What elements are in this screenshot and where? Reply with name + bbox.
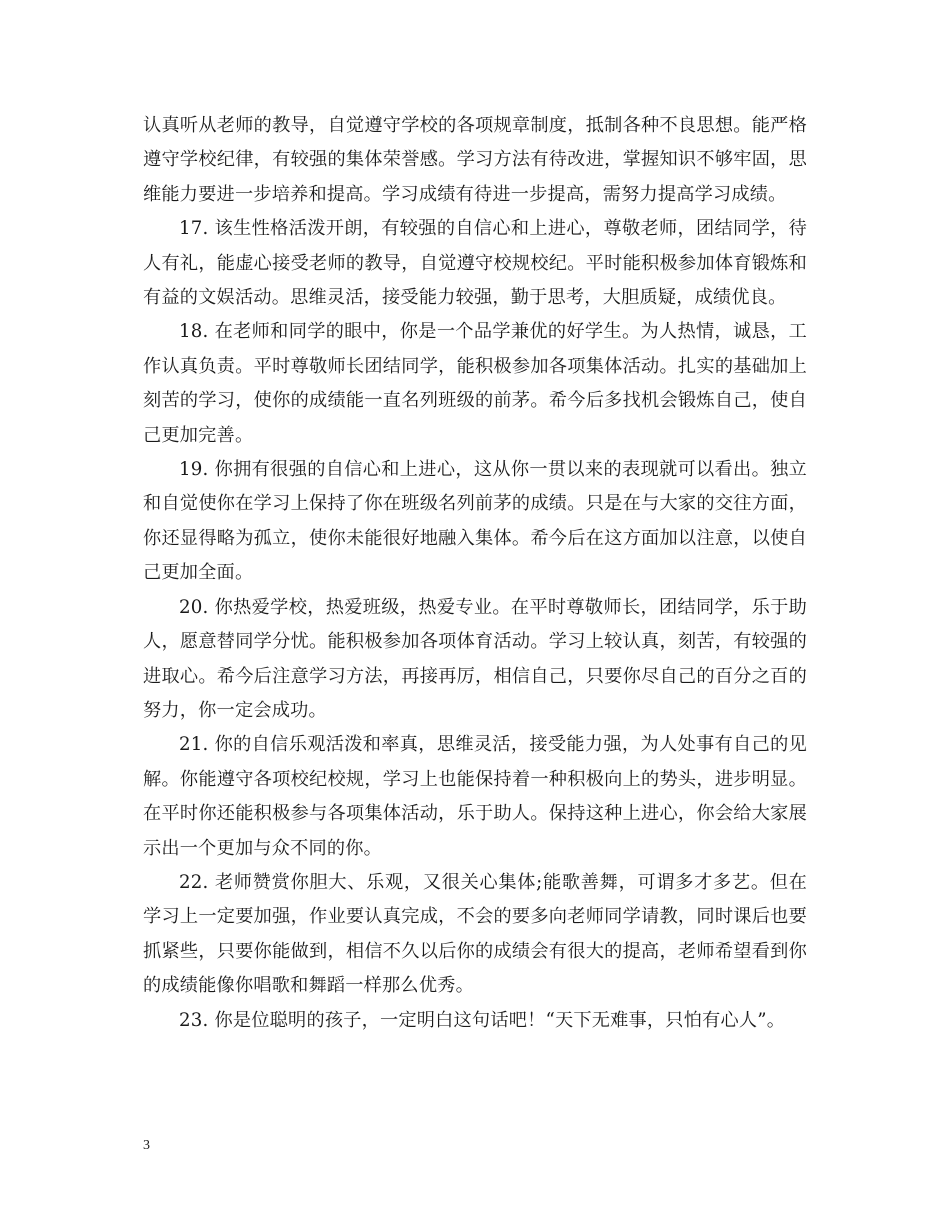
document-body xyxy=(143,109,807,1038)
continuation-paragraph: 认真听从老师的教导，自觉遵守学校的各项规章制度，抵制各种不良思想。能严格遵守学校纪律，有较强的集体荣誉感。学习方法有待改进，掌握知识不够牢固，思维能力要进一步培养和提高。学习成绩有待进一步提高，需努力提高学习成绩。 xyxy=(143,115,807,205)
comment-item-17: 17. 该生性格活泼开朗，有较强的自信心和上进心，尊敬老师，团结同学，待人有礼，能虚心接受老师的教导，自觉遵守校规校纪。平时能积极参加体育锻炼和有益的文娱活动。思维灵活，接受能力较强，勤于思考，大胆质疑，成绩优良。 xyxy=(143,218,807,309)
comment-item-18: 18. 在老师和同学的眼中，你是一个品学兼优的好学生。为人热情，诚恳，工作认真负责。平时尊敬师长团结同学，能积极参加各项集体活动。扎实的基础加上刻苦的学习，使你的成绩能一直名列班级的前茅。希今后多找机会锻炼自己，使自己更加完善。 xyxy=(143,321,807,446)
comment-item-22: 22. 老师赞赏你胆大、乐观，又很关心集体;能歌善舞，可谓多才多艺。但在学习上一定要加强，作业要认真完成，不会的要多向老师同学请教，同时课后也要抓紧些，只要你能做到，相信不久以后你的成绩会有很大的提高，老师希望看到你的成绩能像你唱歌和舞蹈一样那么优秀。 xyxy=(143,871,807,997)
page-number: 3 xyxy=(143,1138,150,1153)
comment-item-20: 20. 你热爱学校，热爱班级，热爱专业。在平时尊敬师长，团结同学，乐于助人，愿意替同学分忧。能积极参加各项体育活动。学习上较认真，刻苦，有较强的进取心。希今后注意学习方法，再接再厉，相信自己，只要你尽自己的百分之百的努力，你一定会成功。 xyxy=(143,596,807,721)
comment-item-21: 21. 你的自信乐观活泼和率真，思维灵活，接受能力强，为人处事有自己的见解。你能遵守各项校纪校规，学习上也能保持着一种积极向上的势头，进步明显。在平时你还能积极参与各项集体活动，乐于助人。保持这种上进心，你会给大家展示出一个更加与众不同的你。 xyxy=(143,734,807,859)
comment-item-19: 19. 你拥有很强的自信心和上进心，这从你一贯以来的表现就可以看出。独立和自觉使你在学习上保持了你在班级名列前茅的成绩。只是在与大家的交往方面，你还显得略为孤立，使你未能很好地融入集体。希今后在这方面加以注意，以使自己更加全面。 xyxy=(143,459,807,584)
comment-item-23: 23. 你是位聪明的孩子，一定明白这句话吧！“天下无难事，只怕有心人”。 xyxy=(179,1009,786,1031)
